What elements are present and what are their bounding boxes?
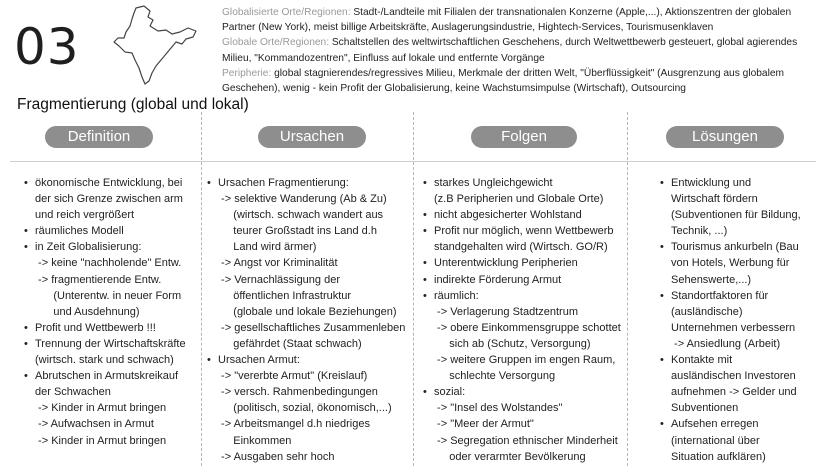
list-item: (Unterentw. in neuer Form (35, 289, 182, 302)
list-item: Subventionen (671, 402, 739, 415)
list-item: aufnehmen -> Gelder und (671, 386, 797, 399)
list-item: oder verarmter Bevölkerung (434, 450, 586, 463)
list-item: -> Ansiedlung (Arbeit) (671, 337, 781, 350)
list-item: -> Angst vor Kriminalität (218, 257, 338, 270)
list-item: -> fragmentierende Entw. (35, 273, 162, 286)
intro-global: Globale Orte/Regionen: Schaltstellen des weltwirtschaftlichen Geschehens, durch Weltwettbewerb gesteuert, global agierendes (222, 37, 798, 49)
list-item: -> "Meer der Armut" (434, 418, 534, 431)
list-item: der sich Grenze zwischen arm (35, 193, 183, 206)
list-item: • Unterentwicklung Peripherien (422, 255, 626, 271)
column-ursachen (206, 175, 411, 465)
list-item: Technik, ...) (671, 225, 728, 238)
list-item: • Tourismus ankurbeln (Bau (659, 239, 823, 255)
list-item: Wirtschaft fördern (671, 193, 758, 206)
list-item: • indirekte Förderung Armut (422, 272, 626, 288)
column-header-ursachen: Ursachen (258, 126, 366, 148)
column-loesungen (659, 175, 823, 465)
list-item: -> "vererbte Armut" (Kreislauf) (218, 370, 368, 383)
list-item: und Ausdehnung) (35, 305, 140, 318)
list-item: • Abrutschen in Armutskreikauf (23, 368, 199, 384)
intro-periphery: Peripherie: global stagnierendes/regressives Milieu, Merkmale der dritten Welt, "Überflüssigkeit" (Ausgrenzung aus globalem (222, 67, 784, 79)
list-item: standgehalten wird (Wirtsch. GO/R) (434, 241, 608, 254)
list-item: • Aufsehen erregen (659, 416, 823, 432)
list-item: -> "Insel des Wolstandes" (434, 402, 563, 415)
list-item: • Profit und Wettbewerb !!! (23, 320, 199, 336)
section-number: 03 (14, 18, 80, 76)
list-item: öffentlichen Infrastruktur (218, 289, 352, 302)
list-item: (politisch, sozial, ökonomisch,...) (218, 402, 392, 415)
list-item: • Ursachen Armut: (206, 352, 411, 368)
intro-periphery-cont: Geschehen), wenig - kein Profit der Globalisierung, keine Wachstumsimpulse (Wirtschaft), Outsourcing (222, 83, 686, 95)
list-item: Sehenswerte,...) (671, 273, 752, 286)
list-item: (wirtsch. schwach wandert aus (218, 209, 384, 222)
list-item: -> Kinder in Armut bringen (35, 402, 167, 415)
column-definition (23, 175, 199, 449)
intro-text (222, 5, 822, 96)
list-item: -> Vernachlässigung der (218, 273, 340, 286)
list-item: (globale und lokale Beziehungen) (218, 305, 397, 318)
column-divider (201, 112, 202, 466)
list-item: -> weitere Gruppen im engen Raum, (434, 354, 616, 367)
intro-global-cont: Milieu, "Kommandozentren", Einfluss auf lokale und entfernte Vorgänge (222, 52, 545, 64)
list-item: • sozial: (422, 384, 626, 400)
list-item: (Subventionen für Bildung, (671, 209, 801, 222)
column-header-folgen: Folgen (471, 126, 577, 148)
list-item: • Profit nur möglich, wenn Wettbewerb (422, 223, 626, 239)
list-item: (wirtsch. stark und schwach) (35, 354, 174, 367)
list-item: gefährdet (Staat schwach) (218, 337, 362, 350)
column-divider (627, 112, 628, 466)
column-header-loesungen: Lösungen (666, 126, 784, 148)
list-item: -> Kinder in Armut bringen (35, 434, 167, 447)
list-item: Einkommen (218, 434, 292, 447)
list-item: • ökonomische Entwicklung, bei (23, 175, 199, 191)
list-item: • nicht abgesicherter Wohlstand (422, 207, 626, 223)
list-item: ausländischen Investoren (671, 370, 796, 383)
list-item: -> obere Einkommensgruppe schottet (434, 321, 621, 334)
list-item: von Hotels, Werbung für (671, 257, 790, 270)
list-item: • Kontakte mit (659, 352, 823, 368)
list-item: schlechte Versorgung (434, 370, 556, 383)
list-item: -> selektive Wanderung (Ab & Zu) (218, 193, 387, 206)
column-folgen (422, 175, 626, 465)
list-item: • räumlich: (422, 288, 626, 304)
list-item: der Schwachen (35, 386, 111, 399)
india-map-icon (92, 4, 204, 86)
intro-globalized-cont: Partner (New York), meist billige Arbeitskräfte, Auslagerungsindustrie, Hightech-Services, Tourismusenklaven (222, 22, 714, 34)
list-item: -> Verlagerung Stadtzentrum (434, 305, 578, 318)
column-divider (413, 112, 414, 466)
list-item: -> Arbeitsmangel d.h niedriges (218, 418, 370, 431)
list-item: • in Zeit Globalisierung: (23, 239, 199, 255)
list-item: Unternehmen verbessern (671, 321, 796, 334)
list-item: -> gesellschaftliches Zusammenleben (218, 321, 406, 334)
section-heading: Fragmentierung (global und lokal) (17, 96, 249, 113)
list-item: • räumliches Modell (23, 223, 199, 239)
list-item: (z.B Peripherien und Globale Orte) (434, 193, 604, 206)
list-item: Land wird ärmer) (218, 241, 317, 254)
list-item: • starkes Ungleichgewicht (422, 175, 626, 191)
list-item: Situation aufklären) (671, 450, 766, 463)
list-item: teurer Großstadt ins Land d.h (218, 225, 377, 238)
intro-globalized: Globalisierte Orte/Regionen: Stadt-/Landteile mit Filialen der transnationalen Konzerne (Apple,...), Aktionszentren der globalen (222, 7, 792, 18)
list-item: -> keine "nachholende" Entw. (35, 257, 182, 270)
list-item: • Standortfaktoren für (659, 288, 823, 304)
list-item: • Trennung der Wirtschaftskräfte (23, 336, 199, 352)
column-header-definition: Definition (45, 126, 153, 148)
list-item: -> versch. Rahmenbedingungen (218, 386, 378, 399)
list-item: -> Ausgaben sehr hoch (218, 450, 335, 463)
list-item: • Ursachen Fragmentierung: (206, 175, 411, 191)
list-item: -> Segregation ethnischer Minderheit (434, 434, 618, 447)
list-item: • Entwicklung und (659, 175, 823, 191)
list-item: -> Aufwachsen in Armut (35, 418, 154, 431)
list-item: (ausländische) (671, 305, 743, 318)
list-item: (international über (671, 434, 760, 447)
list-item: und reich vergrößert (35, 209, 135, 222)
list-item: sich ab (Schutz, Versorgung) (434, 337, 591, 350)
